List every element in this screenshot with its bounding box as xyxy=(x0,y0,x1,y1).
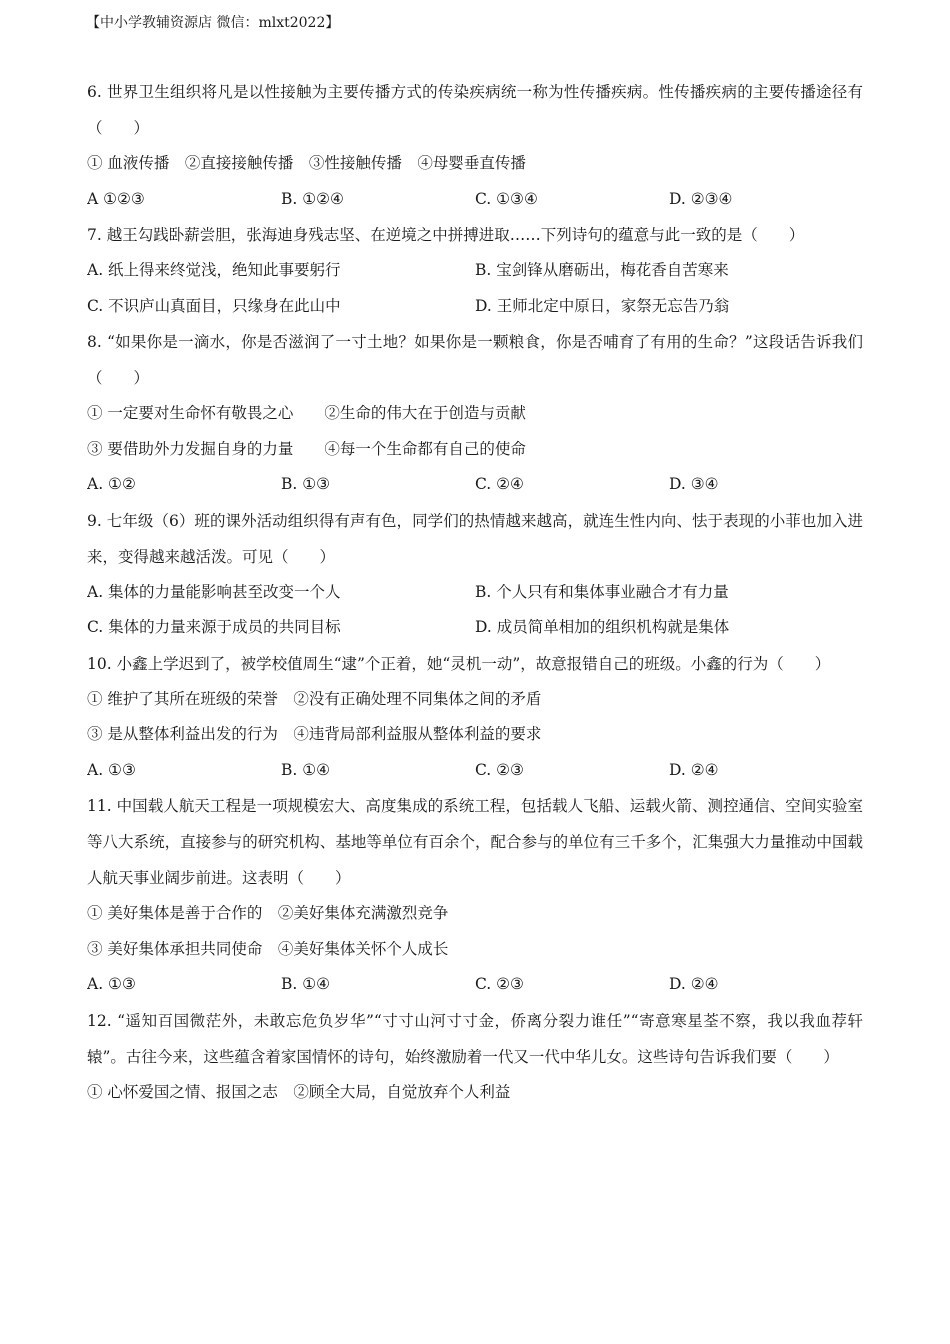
option-d: D. ②④ xyxy=(669,760,719,779)
statement-line: ③ 是从整体利益出发的行为 ④违背局部利益服从整体利益的要求 xyxy=(87,725,542,743)
statement-line: ① 维护了其所在班级的荣誉 ②没有正确处理不同集体之间的矛盾 xyxy=(87,689,542,708)
statement-line: ③ 美好集体承担共同使命 ④美好集体关怀个人成长 xyxy=(87,939,449,958)
answer-options xyxy=(87,253,863,289)
statement-line: ① 美好集体是善于合作的 ②美好集体充满激烈竞争 xyxy=(87,904,449,922)
statement-line: ① 一定要对生命怀有敬畏之心 ②生命的伟大在于创造与贡献 xyxy=(87,404,526,422)
answer-options xyxy=(87,753,863,789)
option-c: C. ②④ xyxy=(475,475,524,493)
option-b: B. ①④ xyxy=(281,760,331,779)
option-c: C. ②③ xyxy=(475,760,524,779)
option-a: A. 纸上得来终觉浅，绝知此事要躬行 xyxy=(87,261,341,279)
option-b: B. 宝剑锋从磨砺出，梅花香自苦寒来 xyxy=(475,261,729,279)
option-d: D. ②③④ xyxy=(669,189,733,208)
option-a: A. ①③ xyxy=(87,975,136,993)
page-header: 【中小学教辅资源店 微信：mlxt2022】 xyxy=(86,15,340,31)
option-c: C. 集体的力量来源于成员的共同目标 xyxy=(87,618,341,636)
option-c: C. ②③ xyxy=(475,975,524,993)
option-b: B. ①④ xyxy=(281,975,331,993)
answer-options xyxy=(87,467,863,503)
statement-line: ③ 要借助外力发掘自身的力量 ④每一个生命都有自己的使命 xyxy=(87,439,526,458)
option-b: B. 个人只有和集体事业融合才有力量 xyxy=(475,582,729,601)
statement-line: ① 心怀爱国之情、报国之志 ②顾全大局，自觉放弃个人利益 xyxy=(87,1082,511,1101)
question-stem: 8. “如果你是一滴水，你是否滋润了一寸土地？如果你是一颗粮食，你是否哺育了有用的生命？”这段话告诉我们（ ） xyxy=(87,333,863,387)
question-11 xyxy=(87,788,863,1003)
option-d: D. ③④ xyxy=(669,475,719,493)
option-a: A. 集体的力量能影响甚至改变一个人 xyxy=(87,582,341,601)
option-b: B. ①②④ xyxy=(281,189,344,208)
option-c: C. 不识庐山真面目，只缘身在此山中 xyxy=(87,296,341,315)
question-stem: 9. 七年级（6）班的课外活动组织得有声有色，同学们的热情越来越高，就连生性内向、怯于表现的小菲也加入进来，变得越来越活泼。可见（ ） xyxy=(87,511,863,566)
question-stem: 10. 小鑫上学迟到了，被学校值周生“逮”个正着，她“灵机一动”，故意报错自己的班级。小鑫的行为（ ） xyxy=(87,654,831,673)
answer-options xyxy=(87,575,863,611)
option-d: D. ②④ xyxy=(669,975,719,993)
question-9 xyxy=(87,503,863,646)
question-stem: 11. 中国载人航天工程是一项规模宏大、高度集成的系统工程，包括载人飞船、运载火箭、测控通信、空间实验室等八大系统，直接参与的研究机构、基地等单位有百余个，配合参与的单位有三千多个，汇集强大力量推动中国载人航天事业阔步前进。这表明（ ） xyxy=(87,797,863,887)
question-stem: 7. 越王勾践卧薪尝胆，张海迪身残志坚、在逆境之中拼搏进取……下列诗句的蕴意与此一致的是（ ） xyxy=(87,226,805,244)
option-c: C. ①③④ xyxy=(475,189,538,208)
option-a: A ①②③ xyxy=(87,189,145,208)
answer-options xyxy=(87,610,863,646)
question-10 xyxy=(87,646,863,789)
option-a: A. ①③ xyxy=(87,760,136,779)
answer-options xyxy=(87,967,863,1003)
option-b: B. ①③ xyxy=(281,475,331,493)
answer-options xyxy=(87,182,863,218)
question-8 xyxy=(87,324,863,503)
statement-line: ① 血液传播 ②直接接触传播 ③性接触传播 ④母婴垂直传播 xyxy=(87,154,526,172)
option-d: D. 成员简单相加的组织机构就是集体 xyxy=(475,618,730,636)
question-12 xyxy=(87,1003,863,1111)
question-stem: 6. 世界卫生组织将凡是以性接触为主要传播方式的传染疾病统一称为性传播疾病。性传播疾病的主要传播途径有（ ） xyxy=(87,83,863,137)
question-list xyxy=(87,74,863,1110)
question-6 xyxy=(87,74,863,217)
question-7 xyxy=(87,217,863,324)
question-stem: 12. “遥知百国微茫外，未敢忘危负岁华”“寸寸山河寸寸金，侨离分裂力谁任”“寄意寒星荃不察，我以我血荐轩辕”。古往今来，这些蕴含着家国情怀的诗句，始终激励着一代又一代中华儿女。这些诗句告诉我们要（ ） xyxy=(87,1011,863,1066)
option-a: A. ①② xyxy=(87,475,136,493)
option-d: D. 王师北定中原日，家祭无忘告乃翁 xyxy=(475,296,730,315)
answer-options xyxy=(87,289,863,325)
